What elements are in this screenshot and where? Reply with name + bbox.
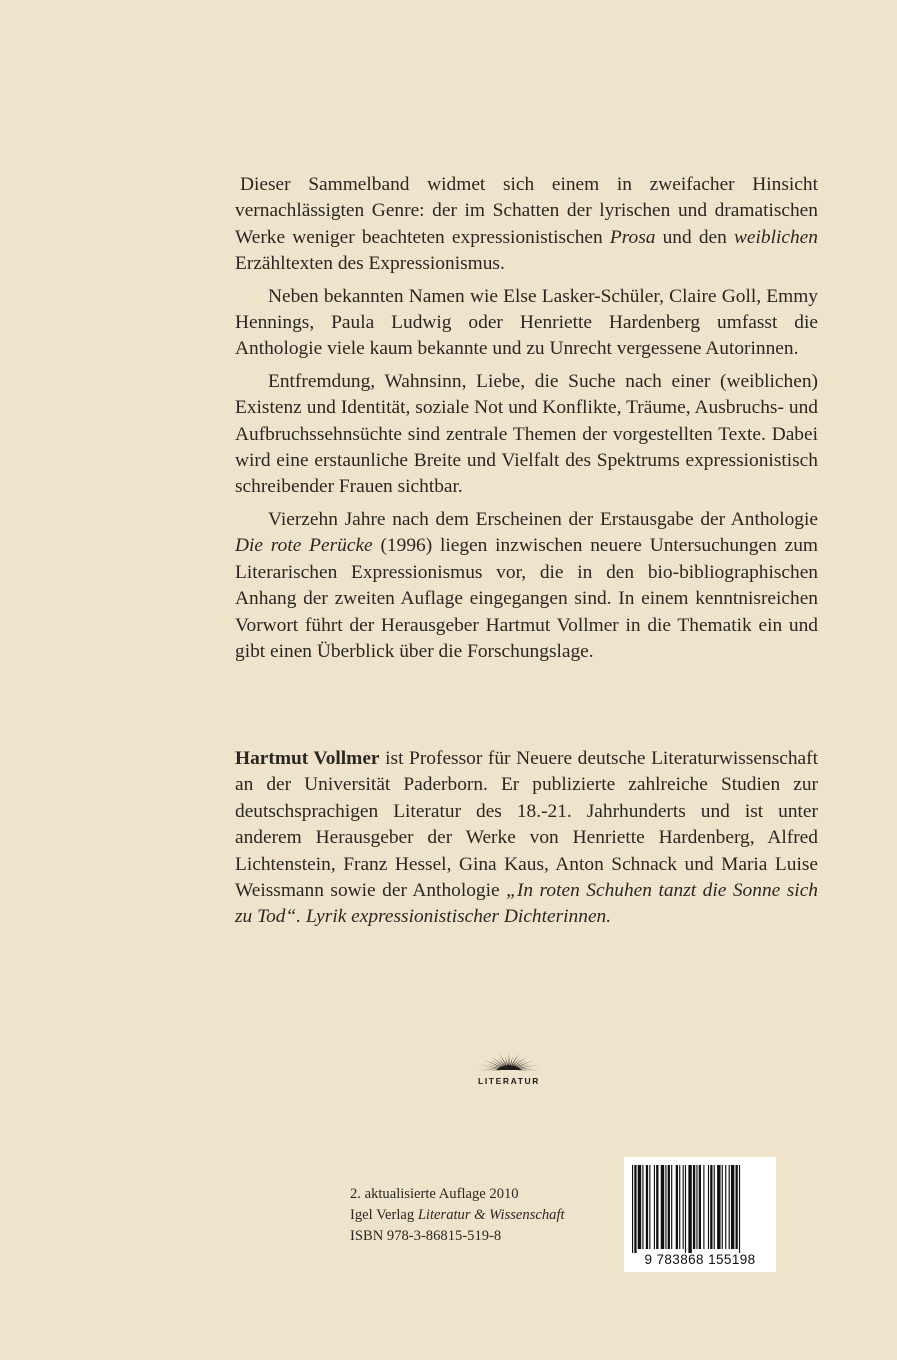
barcode-bar bbox=[703, 1165, 704, 1249]
publisher-line bbox=[350, 1205, 565, 1226]
sunburst-ray bbox=[516, 1060, 534, 1067]
barcode-bar bbox=[683, 1165, 684, 1249]
publisher-logo-label: LITERATUR bbox=[478, 1076, 540, 1086]
barcode-bar bbox=[693, 1165, 695, 1249]
blurb-text bbox=[235, 172, 818, 671]
barcode-bar bbox=[699, 1165, 701, 1249]
barcode-bar bbox=[739, 1165, 740, 1253]
barcode-bar bbox=[656, 1165, 658, 1249]
isbn-line: ISBN 978-3-86815-519-8 bbox=[350, 1228, 502, 1244]
blurb-paragraph-1 bbox=[235, 172, 818, 278]
barcode-bar bbox=[634, 1165, 636, 1253]
blurb-p4-title-die-rote-peruecke: Die rote Perücke bbox=[235, 535, 373, 557]
isbn-barcode bbox=[624, 1157, 776, 1272]
barcode-bar bbox=[725, 1165, 726, 1249]
publisher-logo bbox=[466, 1030, 552, 1090]
sunburst-ray bbox=[509, 1053, 510, 1065]
barcode-bar bbox=[676, 1165, 678, 1249]
author-bio-paragraph bbox=[235, 746, 818, 931]
blurb-paragraph-4 bbox=[235, 507, 818, 665]
barcode-bar bbox=[661, 1165, 664, 1249]
blurb-p1-emphasis-weiblichen: weiblichen bbox=[733, 226, 818, 248]
blurb-p4-text-a: Vierzehn Jahre nach dem Erscheinen der Erstausgabe der Anthologie bbox=[268, 508, 818, 530]
barcode-bar bbox=[646, 1165, 648, 1249]
sunburst-core bbox=[496, 1065, 522, 1070]
blurb-p1-text-a: Dieser Sammelband widmet sich einem in zweifacher Hinsicht vernachlässigten Genre: der im Schatten der lyrischen und dramatischen Werke weniger beachteten expressionistischen bbox=[235, 174, 818, 248]
publisher-name: Igel Verlag bbox=[350, 1207, 418, 1223]
barcode-digits: 9 783868 155198 bbox=[644, 1252, 756, 1267]
barcode-bar bbox=[671, 1165, 672, 1249]
blurb-p1-emphasis-prosa: Prosa bbox=[609, 226, 656, 248]
author-name: Hartmut Vollmer bbox=[235, 748, 380, 769]
barcode-bar bbox=[638, 1165, 641, 1249]
barcode-bar bbox=[710, 1165, 712, 1249]
anthology-title: „In roten Schuhen tanzt die Sonne sich zu Tod“. Lyrik expressionistischer Dichterinnen. bbox=[235, 880, 818, 928]
sunburst-ray bbox=[514, 1056, 527, 1066]
barcode-bar bbox=[717, 1165, 720, 1249]
sunburst-icon bbox=[466, 1030, 552, 1074]
barcode-bar bbox=[632, 1165, 633, 1253]
barcode-bar bbox=[668, 1165, 670, 1249]
barcode-bar bbox=[722, 1165, 723, 1249]
sunburst-ray bbox=[484, 1060, 502, 1067]
barcode-bar bbox=[665, 1165, 666, 1249]
barcode-bar bbox=[688, 1165, 691, 1253]
barcode-bar bbox=[729, 1165, 730, 1249]
barcode-bar bbox=[696, 1165, 697, 1249]
barcode-bar bbox=[654, 1165, 655, 1249]
barcode-bar bbox=[649, 1165, 650, 1249]
sunburst-ray bbox=[491, 1056, 504, 1066]
barcode-bar bbox=[685, 1165, 686, 1253]
blurb-p4-text-c: (1996) liegen inzwischen neuere Untersuchungen zum Literarischen Expressionismus vor, die in den bio-bibliographischen Anhang der zweiten Auflage eingegangen sind. In einem kenntnisreichen Vorwort führt der Herausgeber Hartmut Vollmer in die Thematik ein und gibt einen Überblick über die Forschungslage. bbox=[235, 535, 818, 662]
blurb-p1-text-e: Erzähltexten des Expressionismus. bbox=[235, 253, 505, 275]
barcode-bar bbox=[714, 1165, 715, 1249]
blurb-paragraph-2: Neben bekannten Namen wie Else Lasker-Schüler, Claire Goll, Emmy Hennings, Paula Ludwig oder Henriette Hardenberg umfasst die Anthologie viele kaum bekannte und zu Unrecht vergessene Autorinnen. bbox=[235, 285, 818, 360]
author-bio bbox=[235, 746, 818, 931]
barcode-bar bbox=[731, 1165, 734, 1249]
barcode-bar bbox=[679, 1165, 680, 1249]
publisher-series: Literatur & Wissenschaft bbox=[417, 1207, 565, 1223]
barcode-bar bbox=[708, 1165, 709, 1249]
blurb-paragraph-3: Entfremdung, Wahnsinn, Liebe, die Suche nach einer (weiblichen) Existenz und Identität, soziale Not und Konflikte, Träume, Ausbruchs- und Aufbruchssehnsüchte sind zentrale Themen der vorgestellten Texte. Dabei wird eine erstaunliche Breite und Vielfalt des Spektrums expressionistisch schreibender Frauen sichtbar. bbox=[235, 370, 818, 498]
blurb-p1-text-c: und den bbox=[655, 226, 734, 248]
imprint bbox=[350, 1184, 565, 1247]
author-bio-text: ist Professor für Neuere deutsche Literaturwissenschaft an der Universität Paderborn. Er publizierte zahlreiche Studien zur deutschsprachigen Literatur des 18.-21. Jahrhunderts und ist unter anderem Herausgeber der Werke von Henriette Hardenberg, Alfred Lichtenstein, Franz Hessel, Gina Kaus, Anton Schnack und Maria Luise Weissmann sowie der Anthologie bbox=[235, 748, 818, 902]
barcode-bar bbox=[736, 1165, 738, 1249]
edition-line: 2. aktualisierte Auflage 2010 bbox=[350, 1186, 519, 1202]
barcode-bar bbox=[642, 1165, 643, 1249]
